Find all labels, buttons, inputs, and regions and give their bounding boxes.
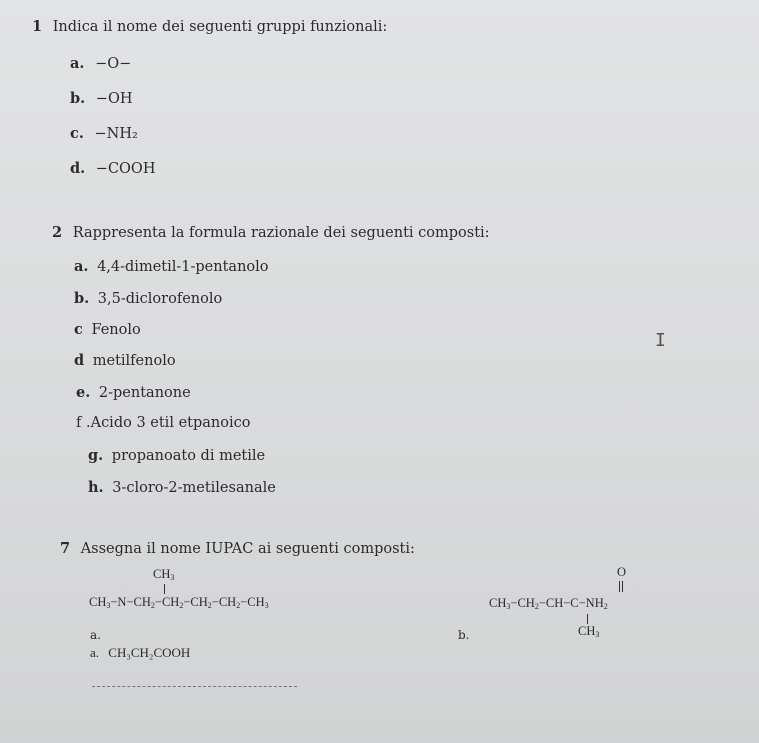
compound-b-oxygen: O xyxy=(617,565,627,579)
compound-b-label: b. xyxy=(458,628,470,642)
q2-item-h: h. 3-cloro-2-metilesanale xyxy=(88,479,276,496)
question-2-prompt: Rappresenta la formula razionale dei seguenti composti: xyxy=(72,225,490,241)
q1-item-a: a. −O− xyxy=(70,55,132,72)
q1-item-d: d. −COOH xyxy=(70,160,156,177)
compound-a-methyl-top: $CH_3$ xyxy=(153,567,175,582)
chain-segment: CH xyxy=(133,595,151,609)
q1-item-b: b. −OH xyxy=(70,90,133,107)
chain-subscript: 2 xyxy=(207,601,212,610)
chain-segment: − xyxy=(183,595,191,609)
question-2: 2 Rappresenta la formula razionale dei seguenti composti: xyxy=(52,224,490,241)
question-7-prompt: Assegna il nome IUPAC ai seguenti composti: xyxy=(80,541,415,557)
compound-b-double-bond-1 xyxy=(619,581,620,592)
answer-a: a. CH₃CH₂COOH xyxy=(90,645,191,660)
chain-subscript: 2 xyxy=(603,602,608,611)
chain-segment: − xyxy=(510,596,518,610)
compound-a-chain xyxy=(89,595,269,610)
chain-segment: CH xyxy=(247,595,265,609)
chain-segment: CH xyxy=(489,596,507,610)
chain-subscript: 3 xyxy=(506,602,511,611)
chain-segment: CH xyxy=(161,595,180,609)
chain-subscript: 2 xyxy=(534,602,539,611)
answer-line xyxy=(92,686,297,687)
q2-item-c: c Fenolo xyxy=(74,321,141,338)
chain-segment: CH xyxy=(517,596,535,610)
question-7: 7 Assegna il nome IUPAC ai seguenti composti: xyxy=(60,540,415,557)
chain-segment: CH xyxy=(190,595,208,609)
q2-item-d: d metilfenolo xyxy=(74,352,176,369)
chain-segment: − xyxy=(240,595,248,609)
compound-b-methyl-bottom: $CH_3$ xyxy=(578,624,600,639)
q2-item-b: b. 3,5-diclorofenolo xyxy=(74,290,223,307)
chain-subscript: 2 xyxy=(150,601,155,610)
q2-item-g: g. propanoato di metile xyxy=(88,447,266,464)
compound-a-bond xyxy=(164,584,165,594)
q2-item-e: e. 2-pentanone xyxy=(76,384,191,401)
question-1-prompt: Indica il nome dei seguenti gruppi funzionali: xyxy=(52,19,388,35)
compound-b-chain xyxy=(489,596,608,611)
chain-subscript: 3 xyxy=(264,601,269,610)
text-cursor-icon: I xyxy=(655,330,666,351)
q2-item-a: a. 4,4-dimetil-1-pentanolo xyxy=(74,258,269,275)
chain-segment: − xyxy=(154,595,162,609)
question-1: 1 Indica il nome dei seguenti gruppi funzionali: xyxy=(32,18,388,35)
compound-a-label: a. xyxy=(90,628,101,642)
chain-subscript: 2 xyxy=(236,601,241,610)
chain-segment: CH xyxy=(89,595,107,609)
compound-b-double-bond-2 xyxy=(622,581,623,592)
q2-item-f: f .Acido 3 etil etpanoico xyxy=(76,415,251,431)
chain-subscript: 3 xyxy=(106,601,111,610)
chain-segment: −CH−C−NH xyxy=(538,596,604,610)
compound-b-bond xyxy=(587,614,588,624)
chain-segment: −N− xyxy=(110,595,134,609)
chain-segment: CH xyxy=(218,595,237,609)
q1-item-c: c. −NH₂ xyxy=(70,125,138,142)
chain-subscript: 2 xyxy=(179,601,184,610)
chain-segment: − xyxy=(211,595,219,609)
